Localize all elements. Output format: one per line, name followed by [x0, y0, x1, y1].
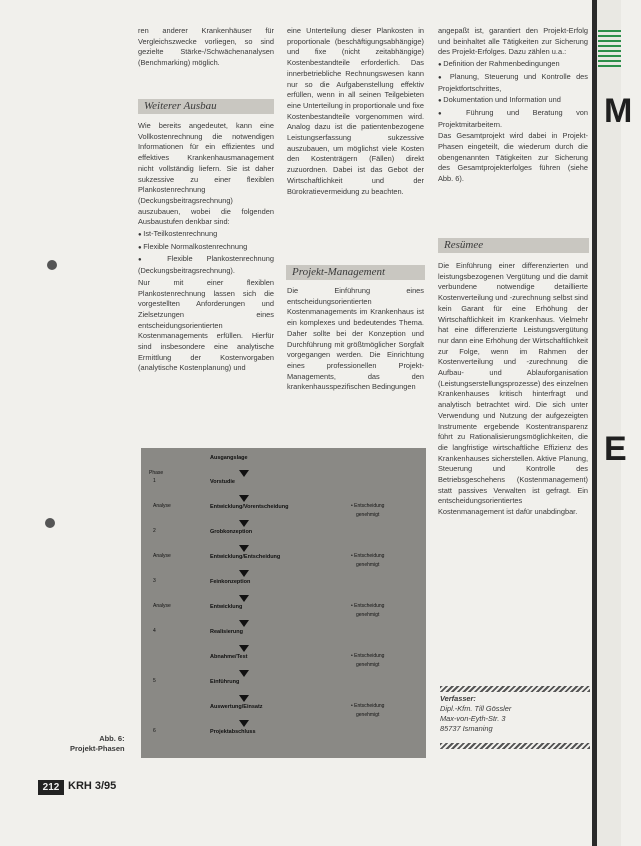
diagram-row-number: Analyse: [153, 553, 171, 559]
col1-bullet: ● Ist-Teilkostenrechnung: [138, 229, 274, 241]
diagram-phase: Einführung: [210, 679, 240, 685]
diagram-decision: • Entscheidung: [351, 553, 385, 559]
diagram-arrow: [239, 645, 249, 652]
diagram-approved: genehmigt: [356, 612, 380, 618]
column-3-body: [438, 261, 588, 519]
punch-hole-bottom: [45, 518, 55, 528]
figure-caption: [70, 734, 125, 754]
diagram-approved: genehmigt: [356, 662, 380, 668]
diagram-arrow: [239, 695, 249, 702]
col1-tail: Nur mit einer flexiblen Plankostenrechnung lassen sich die vorgestellten Anforderungen und Zielsetzungen eines entscheidungsorientierten Kostenmanagements erfüllen. Hierfür sind insbesondere eine analytische Ermittlung der Kostenvorgaben (analytische Kostenplanung) und: [138, 277, 274, 373]
author-label: Verfasser:: [440, 694, 476, 703]
diagram-phase: Realisierung: [210, 629, 244, 635]
diagram-arrow: [239, 595, 249, 602]
col3-top: angepaßt ist, garantiert den Projekt-Erfolg und beinhaltet alle Tätigkeiten zur Sicherung des Projekt-Erfolges. Dazu zählen u.a.:: [438, 26, 588, 57]
diagram-row-number: 1: [153, 478, 156, 484]
col3-bullet: ● Führung und Beratung von Projektmitarbeitern.: [438, 108, 588, 130]
col2-body: Die Einführung eines entscheidungsorientierten Kostenmanagements im Krankenhaus ist ein komplexes und bedeutendes Thema. Daher sollte bei der Konzeption und Durchführung mit größtmöglicher Sorgfalt vorgegangen werden. Die Einrichtung eines professionellen Projekt-Managements, das den krankenhausspezifischen Bedingungen: [287, 286, 424, 392]
author-divider-bottom: [440, 743, 590, 749]
col3-mid: Das Gesamtprojekt wird dabei in Projekt-Phasen eingeteilt, die wiederum durch die obengenannten Tätigkeiten zur Sicherung des Gesamtprojekterfolges führen (siehe Abb. 6).: [438, 131, 588, 184]
diagram-phase: Entwicklung: [210, 604, 243, 610]
diagram-arrow: [239, 545, 249, 552]
project-phases-diagram: [141, 448, 426, 758]
diagram-decision: • Entscheidung: [351, 503, 385, 509]
col3-bullet: ● Definition der Rahmenbedingungen: [438, 59, 588, 71]
diagram-header: Ausgangslage: [210, 455, 248, 461]
diagram-arrow: [239, 670, 249, 677]
diagram-phase-label: Phase: [149, 470, 164, 476]
col1-bullet: ● Flexible Normalkostenrechnung: [138, 242, 274, 254]
diagram-phase: Abnahme/Test: [210, 654, 248, 660]
adjacent-page-letter-m: M: [604, 92, 633, 130]
author-city: 85737 Ismaning: [440, 724, 493, 733]
section-heading-ausbau: Weiterer Ausbau: [138, 99, 274, 114]
magazine-issue: KRH 3/95: [68, 780, 117, 792]
column-2: [287, 26, 424, 198]
section-heading-projekt: Projekt-Management: [286, 265, 425, 280]
diagram-approved: genehmigt: [356, 562, 380, 568]
diagram-arrow: [239, 470, 249, 477]
caption-line1: Abb. 6:: [99, 734, 125, 743]
diagram-approved: genehmigt: [356, 512, 380, 518]
column-3: [438, 26, 588, 186]
author-street: Max-von-Eyth-Str. 3: [440, 714, 506, 723]
diagram-row-number: 4: [153, 628, 156, 634]
diagram-phase: Auswertung/Einsatz: [210, 704, 263, 710]
punch-hole-top: [47, 260, 57, 270]
adjacent-page-letter-e: E: [604, 430, 627, 468]
author-divider-top: [440, 686, 590, 692]
diagram-decision: • Entscheidung: [351, 653, 385, 659]
diagram-arrow: [239, 495, 249, 502]
diagram-row-number: Analyse: [153, 603, 171, 609]
page-gutter: [592, 0, 597, 846]
author-name: Dipl.-Kfm. Till Gössler: [440, 704, 512, 713]
caption-line2: Projekt-Phasen: [70, 744, 125, 753]
diagram-phase: Feinkonzeption: [210, 579, 251, 585]
diagram-row-number: 5: [153, 678, 156, 684]
diagram-arrow: [239, 720, 249, 727]
page-number: 212: [38, 780, 64, 795]
diagram-phase: Entwicklung/Entscheidung: [210, 554, 281, 560]
diagram-row-number: 3: [153, 578, 156, 584]
diagram-row-number: 6: [153, 728, 156, 734]
diagram-phase: Grobkonzeption: [210, 529, 253, 535]
diagram-approved: genehmigt: [356, 712, 380, 718]
col1-intro: ren anderer Krankenhäuser für Vergleichszwecke vorliegen, so sind gezielte Stärke-/Schwächenanalysen (Benchmarking) möglich.: [138, 26, 274, 68]
col1-body: Wie bereits angedeutet, kann eine Vollkostenrechnung die notwendigen Informationen für ein effizientes und effektives Krankenhausmanagement nicht vollständig liefern. Sie ist daher sukzessive zu einer flexiblen Plankostenrechnung (Deckungsbeitragsrechnung) auszubauen, wobei die folgenden Ausbaustufen denkbar sind:: [138, 121, 274, 227]
col2-top: eine Unterteilung dieser Plankosten in proportionale (beschäftigungsabhängige) und fixe (nicht zeitabhängige) Kostenbestandteile erforderlich. Das innerbetriebliche Rechnungswesen kann nur so die Aufgabenstellung effektiv erfüllen, wenn in all seinen Teilgebieten eine Unterteilung in proportionale und fixe Kostenbestandteile vorgenommen wird. Analog dazu ist die patientenbezogene Leistungserfassung sukzessive auszubauen, um möglichst viele Kosten den Kostenträgern (Fällen) direkt zuzuordnen. Dabei ist das Gebot der Wirtschaftlichkeit und der Bürokratievermeidung zu beachten.: [287, 26, 424, 196]
diagram-row-number: Analyse: [153, 503, 171, 509]
diagram-phase: Entwicklung/Vorentscheidung: [210, 504, 289, 510]
diagram-arrow: [239, 520, 249, 527]
adjacent-page-stripe: [598, 30, 621, 70]
col3-bullet: ● Planung, Steuerung und Kontrolle des Projektfortschrittes,: [438, 72, 588, 94]
column-1: [138, 26, 274, 70]
diagram-decision: • Entscheidung: [351, 703, 385, 709]
diagram-phase: Vorstudie: [210, 479, 235, 485]
col1-bullet: ● Flexible Plankostenrechnung (Deckungsbeitragsrechnung).: [138, 254, 274, 276]
column-1-body: [138, 121, 274, 375]
section-heading-resuemee: Resümee: [438, 238, 589, 253]
diagram-arrow: [239, 620, 249, 627]
diagram-phase: Projektabschluss: [210, 729, 256, 735]
diagram-decision: • Entscheidung: [351, 603, 385, 609]
col3-bullet: ● Dokumentation und Information und: [438, 95, 588, 107]
diagram-arrow: [239, 570, 249, 577]
column-2-body: [287, 286, 424, 394]
col3-body: Die Einführung einer differenzierten und leistungsbezogenen Vergütung und die damit verbundene notwendige detaillierte Kostenverteilung und -zurechnung selbst sind kein Garant für eine Erhöhung der Wirtschaftlichkeit im Krankenhaus. Vielmehr hat eine differenzierte Leistungsvergütung nur dann eine Erhöhung der Wirtschaftlichkeit zur Folge, wenn im Rahmen der Kostenverteilung und -zurechnung die Aufbau- und Ablauforganisation (Leistungserstellungsprozesse) des einzelnen Krankenhauses kritisch hinterfragt und analytisch betrachtet wird. Die sich unter Verwendung und Nutzung der aufgezeigten Instrumente ergebende Kostentransparenz führt zu Rationalisierungsmöglichkeiten, die die langfristige wirtschaftliche Effizienz des Krankenhauses sicherstellen. Aktive Planung, Steuerung und Kontrolle des Betriebsgeschehens (Kostenmanagement) statt passives Verwalten ist gefragt. Ein entscheidungsorientiertes Kostenmanagement ist dafür unabdingbar.: [438, 261, 588, 517]
diagram-row-number: 2: [153, 528, 156, 534]
